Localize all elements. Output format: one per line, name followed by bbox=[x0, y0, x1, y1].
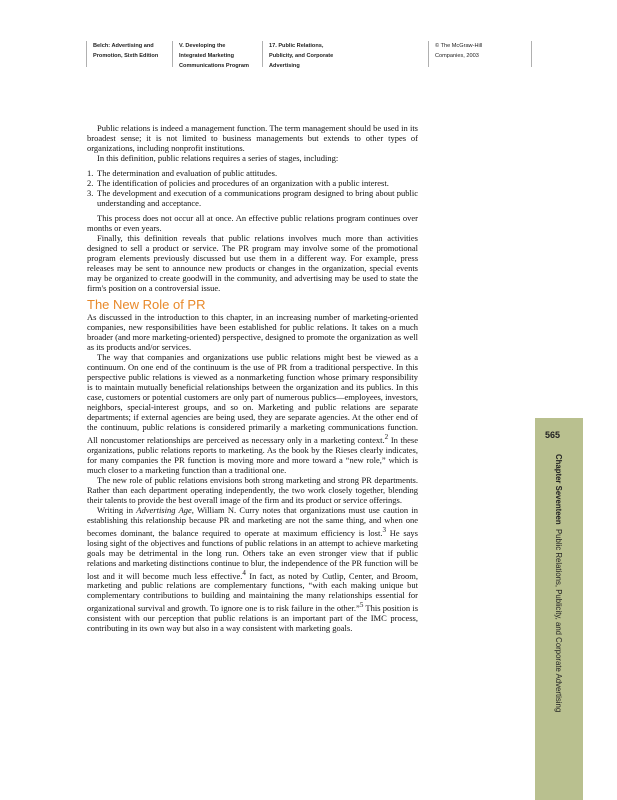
paragraph: The new role of public relations envisions both strong marketing and strong PR departments. Rather than each department operating independently, the two work closely together, blending their talents to provide the best overall image of the firm and its product or service offerings. bbox=[87, 474, 418, 505]
header-copyright: © The McGraw-Hill Companies, 2003 bbox=[428, 41, 532, 67]
chapter-tab bbox=[554, 454, 563, 712]
paragraph: Writing in Advertising Age, William N. Curry notes that organizations must use caution in establishing this relationship because PR and marketing are not the same thing, and when one becomes dominant, the balance required to operate at maximum efficiency is lost.$^3$ He says losing sight of the objectives and functions of public relations in an attempt to achieve marketing goals may be detrimental in the long run. Others take an even stronger view that if public relations and marketing distinctions continue to blur, the independence of the PR function will be lost and it will become much less effective.$^4$ In fact, as noted by Cutlip, Center, and Broom, marketing and public relations are complementary functions, “with each making unique but complementary contributions to building and maintaining the many relationships essential for organizational survival and growth. To ignore one is to risk failure in the other.”$^5$ This position is consistent with our perception that public relations is an important part of the IMC process, contributing in its own way but also in a way consistent with marketing goals. bbox=[87, 504, 419, 634]
header-book: Belch: Advertising and Promotion, Sixth Edition bbox=[86, 41, 172, 67]
chapter-label: Chapter Seventeen bbox=[554, 454, 563, 525]
section-heading: The New Role of PR bbox=[87, 297, 206, 312]
paragraph: In this definition, public relations requires a series of stages, including: bbox=[97, 153, 339, 163]
paragraph: The way that companies and organizations use public relations might best be viewed as a continuum. On one end of the continuum is the use of PR from a traditional perspective. In this perspective public relations is viewed as a nonmarketing function whose primary responsibility is to maintain mutually beneficial relationships between the organization and its publics. In this case, customers or potential customers are only part of numerous publics—employees, investors, neighbors, special-interest groups, and so on. Marketing and public relations are separate departments; if external agencies are being used, they are separate agencies. At the other end of the continuum, public relations is considered primarily a marketing communications function. All noncustomer relationships are perceived as necessary only in a marketing context.$^2$ In these organizations, public relations reports to marketing. As the book by the Rieses clearly indicates, for many companies the PR function is moving more and more toward a “new role,” which is much closer to a marketing function than a traditional one. bbox=[87, 352, 418, 475]
paragraph: As discussed in the introduction to this chapter, in an increasing number of marketing-oriented companies, new responsibilities have been established for public relations. It takes on a much broader (and more marketing-oriented) perspective, designed to promote the organization as well as its products and/or services. bbox=[87, 312, 418, 352]
list-item: 2. The identification of policies and procedures of an organization with a public interest. bbox=[87, 178, 389, 188]
body-text bbox=[87, 123, 418, 633]
paragraph: Finally, this definition reveals that public relations involves much more than activities designed to sell a product or service. The PR program may involve some of the promotional program elements previously discussed but use them in a different way. For example, press releases may be sent to announce new products or changes in the organization, special events may be organized to create goodwill in the community, and advertising may be used to state the firm's position on a controversial issue. bbox=[87, 233, 418, 293]
paragraph: This process does not occur all at once. An effective public relations program continues over months or even years. bbox=[87, 213, 418, 233]
page-number: 565 bbox=[545, 430, 561, 440]
chapter-title: Public Relations, Publicity, and Corporate Advertising bbox=[554, 528, 563, 713]
header-chapter: 17. Public Relations, Publicity, and Corporate Advertising bbox=[262, 41, 428, 67]
paragraph: Public relations is indeed a management function. The term management should be used in its broadest sense; it is not limited to business managements but extends to other types of organizations, including nonprofit institutions. bbox=[87, 123, 418, 153]
list-item: 1. The determination and evaluation of public attitudes. bbox=[87, 168, 278, 178]
footnote-ref: 2 bbox=[384, 433, 389, 441]
footnote-ref: 3 bbox=[382, 525, 387, 534]
list-item: 3. The development and execution of a communications program designed to bring about public understanding and acceptance. bbox=[87, 188, 418, 208]
running-header bbox=[86, 41, 532, 67]
footnote-ref: 5 bbox=[359, 601, 364, 610]
footnote-ref: 4 bbox=[242, 568, 246, 577]
header-part: V. Developing the Integrated Marketing Communications Program bbox=[172, 41, 262, 67]
